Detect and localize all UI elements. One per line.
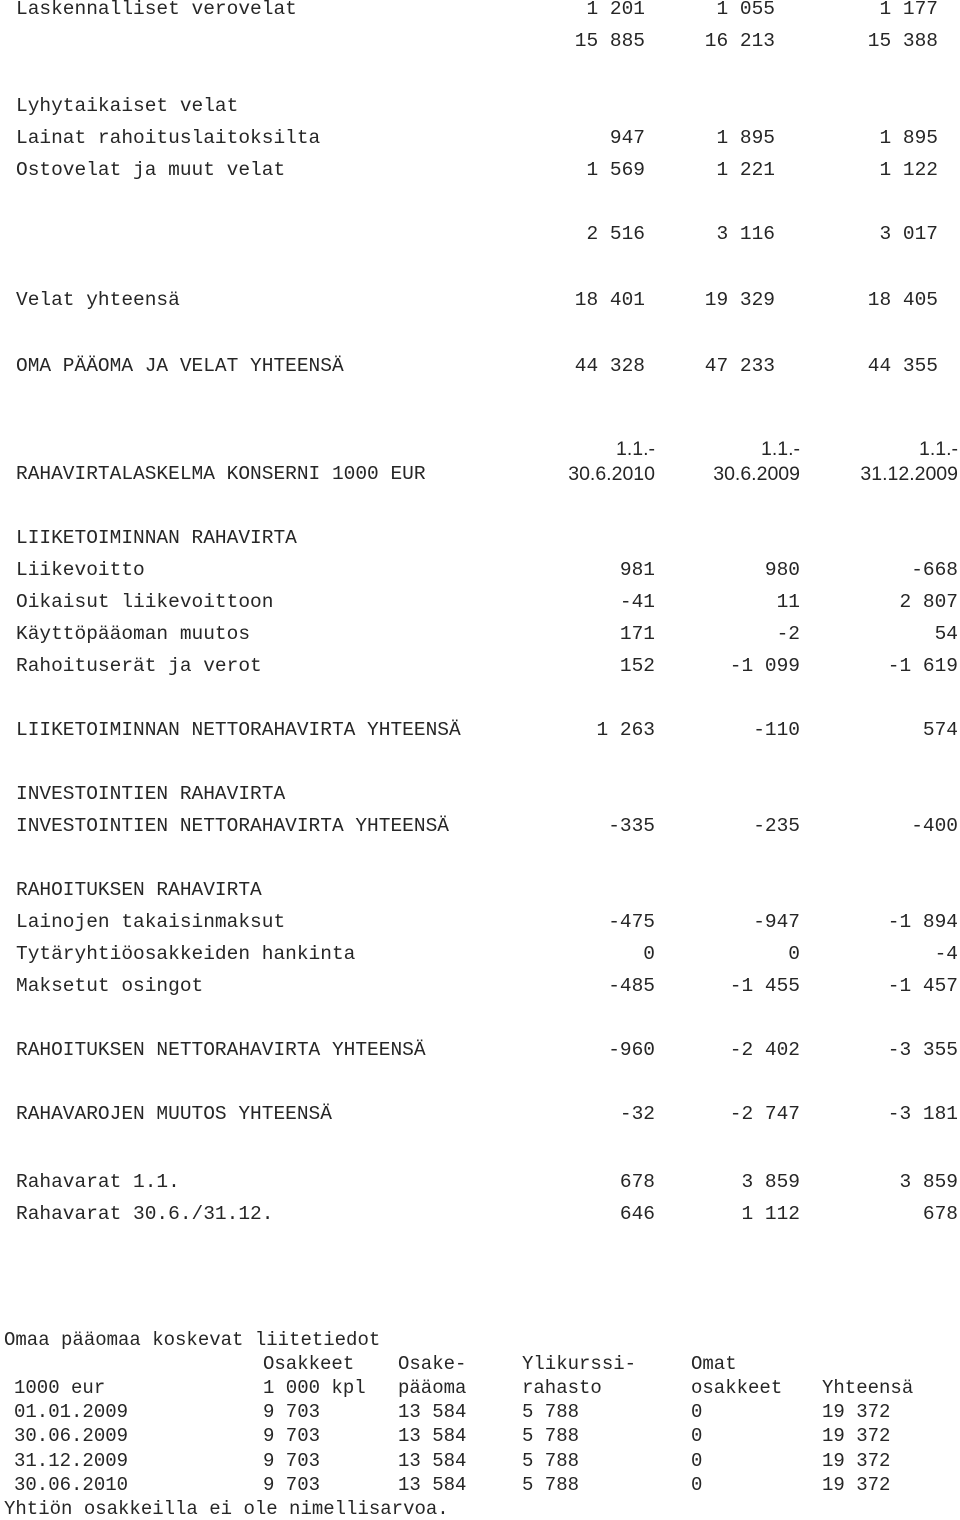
cashflow-value: -335 (608, 815, 655, 837)
equity-title: Omaa pääomaa koskevat liitetiedot (4, 1329, 381, 1351)
balance-value: 1 895 (879, 127, 938, 149)
cashflow-value: 646 (619, 1203, 655, 1225)
column-header: 1.1.- (760, 438, 800, 460)
cashflow-value: 981 (619, 559, 655, 581)
column-header: 30.6.2009 (713, 463, 800, 485)
equity-header: Osakkeet (263, 1353, 355, 1375)
equity-header: rahasto (522, 1377, 602, 1399)
balance-value: 1 055 (716, 0, 775, 20)
column-header: 1.1.- (615, 438, 655, 460)
cashflow-value: -2 (776, 623, 800, 645)
balance-value: 15 388 (867, 30, 938, 52)
cashflow-value: -400 (911, 815, 958, 837)
equity-cell: 5 788 (522, 1401, 580, 1423)
balance-value: 1 569 (586, 159, 645, 181)
equity-cell: 13 584 (398, 1474, 467, 1496)
equity-cell: 9 703 (263, 1450, 321, 1472)
balance-value: 1 221 (716, 159, 775, 181)
equity-cell: 19 372 (822, 1474, 891, 1496)
equity-cell: 13 584 (398, 1450, 467, 1472)
balance-value: 15 885 (574, 30, 645, 52)
cashflow-value: 678 (619, 1171, 655, 1193)
cashflow-value: 1 263 (596, 719, 655, 741)
equity-cell: 9 703 (263, 1425, 321, 1447)
cashflow-value: -485 (608, 975, 655, 997)
balance-value: 3 017 (879, 223, 938, 245)
balance-value: 947 (609, 127, 645, 149)
cashflow-value: 171 (619, 623, 655, 645)
cashflow-value: 152 (619, 655, 655, 677)
equity-cell: 13 584 (398, 1401, 467, 1423)
cashflow-title: RAHAVIRTALASKELMA KONSERNI 1000 EUR (16, 463, 426, 485)
balance-value: 3 116 (716, 223, 775, 245)
equity-header: Ylikurssi- (522, 1353, 637, 1375)
balance-row-label: OMA PÄÄOMA JA VELAT YHTEENSÄ (16, 355, 344, 377)
cashflow-value: 3 859 (899, 1171, 958, 1193)
cashflow-value: 2 807 (899, 591, 958, 613)
equity-cell-date: 30.06.2009 (14, 1425, 129, 1447)
cashflow-value: -41 (619, 591, 655, 613)
balance-value: 1 895 (716, 127, 775, 149)
balance-value: 19 329 (704, 289, 775, 311)
equity-footnote: Yhtiön osakkeilla ei ole nimellisarvoa. (4, 1498, 449, 1520)
cashflow-value: -1 455 (729, 975, 800, 997)
cashflow-row-label: Tytäryhtiöosakkeiden hankinta (16, 943, 356, 965)
equity-cell: 0 (691, 1425, 703, 1447)
cashflow-value: 1 112 (741, 1203, 800, 1225)
equity-header: Omat (691, 1353, 737, 1375)
cashflow-value: -4 (934, 943, 958, 965)
cashflow-row-label: Maksetut osingot (16, 975, 204, 997)
cashflow-value: -475 (608, 911, 655, 933)
cashflow-row-label: Rahavarat 30.6./31.12. (16, 1203, 274, 1225)
balance-value: 1 177 (879, 0, 938, 20)
balance-value: 1 122 (879, 159, 938, 181)
equity-cell: 5 788 (522, 1474, 580, 1496)
equity-cell: 0 (691, 1450, 703, 1472)
equity-cell: 5 788 (522, 1425, 580, 1447)
cashflow-value: -960 (608, 1039, 655, 1061)
column-header: 31.12.2009 (860, 463, 958, 485)
cashflow-value: -32 (619, 1103, 655, 1125)
cashflow-value: -110 (753, 719, 800, 741)
cashflow-value: -1 619 (887, 655, 958, 677)
balance-value: 18 401 (574, 289, 645, 311)
section-heading: INVESTOINTIEN RAHAVIRTA (16, 783, 286, 805)
equity-cell: 19 372 (822, 1450, 891, 1472)
cashflow-total-label: RAHAVAROJEN MUUTOS YHTEENSÄ (16, 1103, 332, 1125)
section-heading: LIIKETOIMINNAN RAHAVIRTA (16, 527, 297, 549)
balance-row-label: Lainat rahoituslaitoksilta (16, 127, 321, 149)
balance-value: 2 516 (586, 223, 645, 245)
cashflow-row-label: Käyttöpääoman muutos (16, 623, 251, 645)
cashflow-value: 0 (643, 943, 655, 965)
cashflow-value: -1 894 (887, 911, 958, 933)
cashflow-total-label: INVESTOINTIEN NETTORAHAVIRTA YHTEENSÄ (16, 815, 449, 837)
equity-cell-date: 31.12.2009 (14, 1450, 129, 1472)
balance-value: 16 213 (704, 30, 775, 52)
cashflow-value: -1 457 (887, 975, 958, 997)
cashflow-value: -947 (753, 911, 800, 933)
cashflow-value: -2 747 (729, 1103, 800, 1125)
balance-value: 44 355 (867, 355, 938, 377)
cashflow-total-label: RAHOITUKSEN NETTORAHAVIRTA YHTEENSÄ (16, 1039, 426, 1061)
equity-header: 1000 eur (14, 1377, 106, 1399)
cashflow-value: 980 (764, 559, 800, 581)
equity-header: pääoma (398, 1377, 467, 1399)
balance-row-label: Ostovelat ja muut velat (16, 159, 286, 181)
equity-cell: 19 372 (822, 1425, 891, 1447)
equity-cell: 9 703 (263, 1474, 321, 1496)
cashflow-value: 54 (934, 623, 958, 645)
cashflow-total-label: LIIKETOIMINNAN NETTORAHAVIRTA YHTEENSÄ (16, 719, 461, 741)
cashflow-row-label: Oikaisut liikevoittoon (16, 591, 274, 613)
column-header: 1.1.- (918, 438, 958, 460)
cashflow-row-label: Rahavarat 1.1. (16, 1171, 180, 1193)
cashflow-value: -1 099 (729, 655, 800, 677)
equity-cell-date: 01.01.2009 (14, 1401, 129, 1423)
equity-cell: 0 (691, 1401, 703, 1423)
equity-cell: 0 (691, 1474, 703, 1496)
balance-value: 44 328 (574, 355, 645, 377)
balance-row-label: Laskennalliset verovelat (16, 0, 297, 20)
equity-cell: 19 372 (822, 1401, 891, 1423)
column-header: 30.6.2010 (568, 463, 655, 485)
equity-cell-date: 30.06.2010 (14, 1474, 129, 1496)
equity-header: 1 000 kpl (263, 1377, 366, 1399)
cashflow-value: 3 859 (741, 1171, 800, 1193)
equity-header: Osake- (398, 1353, 467, 1375)
balance-value: 1 201 (586, 0, 645, 20)
equity-header: osakkeet (691, 1377, 783, 1399)
balance-row-label: Velat yhteensä (16, 289, 180, 311)
equity-cell: 5 788 (522, 1450, 580, 1472)
balance-row-label: Lyhytaikaiset velat (16, 95, 239, 117)
balance-value: 18 405 (867, 289, 938, 311)
cashflow-row-label: Liikevoitto (16, 559, 145, 581)
cashflow-value: 678 (922, 1203, 958, 1225)
equity-cell: 9 703 (263, 1401, 321, 1423)
cashflow-value: -3 355 (887, 1039, 958, 1061)
cashflow-row-label: Lainojen takaisinmaksut (16, 911, 286, 933)
balance-value: 47 233 (704, 355, 775, 377)
equity-header: Yhteensä (822, 1377, 914, 1399)
cashflow-value: -235 (753, 815, 800, 837)
cashflow-value: 574 (922, 719, 958, 741)
cashflow-row-label: Rahoituserät ja verot (16, 655, 262, 677)
cashflow-value: -3 181 (887, 1103, 958, 1125)
cashflow-value: -2 402 (729, 1039, 800, 1061)
cashflow-value: -668 (911, 559, 958, 581)
equity-cell: 13 584 (398, 1425, 467, 1447)
cashflow-value: 0 (788, 943, 800, 965)
section-heading: RAHOITUKSEN RAHAVIRTA (16, 879, 262, 901)
cashflow-value: 11 (776, 591, 800, 613)
